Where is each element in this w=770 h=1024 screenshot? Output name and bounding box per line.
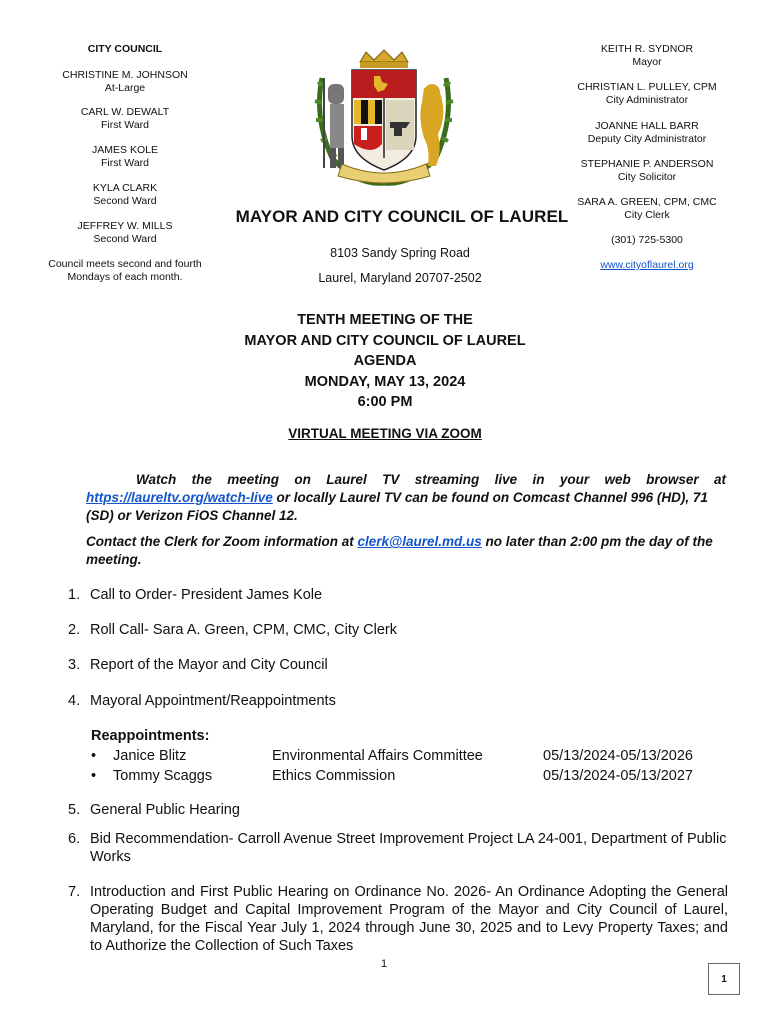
agenda-item-text: Bid Recommendation- Carroll Avenue Street Improvement Project LA 24-001, Department of Public Works xyxy=(90,831,727,865)
council-member-role: First Ward xyxy=(100,157,150,169)
official-name: JOANNE HALL BARR xyxy=(595,120,699,132)
official-role: Deputy City Administrator xyxy=(587,133,707,145)
official-name: KEITH R. SYDNOR xyxy=(600,43,694,55)
reappointment-row xyxy=(91,746,731,766)
meeting-heading-line: MAYOR AND CITY COUNCIL OF LAUREL xyxy=(244,332,526,349)
council-member-name: KYLA CLARK xyxy=(92,182,158,194)
official xyxy=(552,43,742,69)
bullet-icon: • xyxy=(91,748,97,764)
contact-line: meeting. xyxy=(86,552,142,567)
agenda-item-text: Introduction and First Public Hearing on Ordinance No. 2026- An Ordinance Adopting the General Operating Budget and Capital Improvement Program of the Mayor and City Council of Laurel, Maryland, for the Fiscal Year July 1, 2024 through June 30, 2025 and to Levy Property Taxes; and to Authorize the Collection of Such Taxes xyxy=(90,884,728,954)
agenda-item-number: 5. xyxy=(68,802,81,818)
agenda-item xyxy=(68,692,728,710)
laureltv-link[interactable]: https://laureltv.org/watch-live xyxy=(86,490,273,505)
meeting-heading-line: MONDAY, MAY 13, 2024 xyxy=(304,373,466,390)
organization-title: MAYOR AND CITY COUNCIL OF LAUREL xyxy=(235,207,569,226)
agenda-item xyxy=(68,586,728,604)
page-number: 1 xyxy=(380,958,388,970)
official xyxy=(552,81,742,107)
council-note-line: Mondays of each month. xyxy=(67,271,183,283)
official-name: STEPHANIE P. ANDERSON xyxy=(580,158,714,170)
council-member-name: JEFFREY W. MILLS xyxy=(77,220,173,232)
agenda-item-number: 6. xyxy=(68,831,81,847)
watch-line xyxy=(86,489,726,507)
official-role: Mayor xyxy=(632,56,662,68)
official-name: CHRISTIAN L. PULLEY, CPM xyxy=(577,81,717,93)
agenda-item-number: 4. xyxy=(68,693,81,709)
council-member xyxy=(40,182,210,208)
committee-name: Environmental Affairs Committee xyxy=(272,748,483,764)
city-council-title: CITY COUNCIL xyxy=(87,43,163,55)
council-member-role: Second Ward xyxy=(93,195,157,207)
address-line: 8103 Sandy Spring Road xyxy=(330,246,470,260)
official xyxy=(552,120,742,146)
virtual-meeting-label: VIRTUAL MEETING VIA ZOOM xyxy=(288,426,482,441)
contact-text: Contact the Clerk for Zoom information at xyxy=(86,534,358,549)
agenda-item-number: 1. xyxy=(68,587,81,603)
term-dates: 05/13/2024-05/13/2027 xyxy=(543,768,693,784)
contact-line xyxy=(86,533,731,551)
council-member xyxy=(40,220,210,246)
meeting-heading-line: 6:00 PM xyxy=(357,394,413,410)
agenda-item-text: Mayoral Appointment/Reappointments xyxy=(90,693,336,709)
council-note-line: Council meets second and fourth xyxy=(48,258,202,270)
agenda-item-number: 3. xyxy=(68,657,81,673)
reappointment-row xyxy=(91,766,731,786)
watch-line: Watch the meeting on Laurel TV streaming live in your web browser at xyxy=(136,472,726,487)
agenda-item-number: 7. xyxy=(68,884,81,900)
agenda-item-text: Report of the Mayor and City Council xyxy=(90,657,328,673)
watch-paragraph xyxy=(86,471,726,525)
bullet-icon: • xyxy=(91,768,97,784)
agenda-item xyxy=(68,830,728,866)
appointee-name: Janice Blitz xyxy=(113,748,187,764)
council-member xyxy=(40,144,210,170)
website-wrap xyxy=(552,259,742,272)
watch-line: (SD) or Verizon FiOS Channel 12. xyxy=(86,508,298,523)
official-role: City Solicitor xyxy=(617,171,677,183)
contact-paragraph xyxy=(86,533,731,569)
official xyxy=(552,196,742,222)
official-name: SARA A. GREEN, CPM, CMC xyxy=(577,196,717,208)
address-line: Laurel, Maryland 20707-2502 xyxy=(318,271,482,285)
council-member xyxy=(40,106,210,132)
appointee-name: Tommy Scaggs xyxy=(113,768,213,784)
committee-name: Ethics Commission xyxy=(272,768,396,784)
council-member-role: Second Ward xyxy=(93,233,157,245)
council-member-name: CHRISTINE M. JOHNSON xyxy=(62,69,188,81)
agenda-item xyxy=(68,801,728,819)
reappointments-table xyxy=(91,746,731,786)
city-seal-icon xyxy=(312,48,457,188)
meeting-heading-line: AGENDA xyxy=(353,353,417,369)
council-member xyxy=(40,69,210,95)
agenda-item-text: General Public Hearing xyxy=(90,802,240,818)
council-member-role: First Ward xyxy=(100,119,150,131)
website-link[interactable]: www.cityoflaurel.org xyxy=(600,259,694,271)
council-member-name: CARL W. DEWALT xyxy=(80,106,170,118)
official-role: City Clerk xyxy=(624,209,670,221)
phone-number: (301) 725-5300 xyxy=(611,234,683,246)
agenda-item xyxy=(68,656,728,674)
agenda-item-text: Call to Order- President James Kole xyxy=(90,587,323,603)
reappointments-heading: Reappointments: xyxy=(91,728,210,744)
council-meeting-note xyxy=(40,258,210,284)
council-member-role: At-Large xyxy=(104,82,146,94)
contact-text: no later than 2:00 pm the day of the xyxy=(481,534,713,549)
meeting-heading-line: TENTH MEETING OF THE xyxy=(297,312,473,328)
official xyxy=(552,158,742,184)
term-dates: 05/13/2024-05/13/2026 xyxy=(543,748,693,764)
meeting-heading xyxy=(185,310,585,413)
page-number-box: 1 xyxy=(708,963,740,995)
agenda-item xyxy=(68,621,728,639)
council-member-name: JAMES KOLE xyxy=(92,144,158,156)
official-role: City Administrator xyxy=(605,94,689,106)
watch-text: or locally Laurel TV can be found on Comcast Channel 996 (HD), 71 xyxy=(272,490,708,505)
agenda-item-number: 2. xyxy=(68,622,81,638)
agenda-item xyxy=(68,883,728,955)
clerk-email-link[interactable]: clerk@laurel.md.us xyxy=(357,534,482,549)
agenda-item-text: Roll Call- Sara A. Green, CPM, CMC, City Clerk xyxy=(90,622,397,638)
